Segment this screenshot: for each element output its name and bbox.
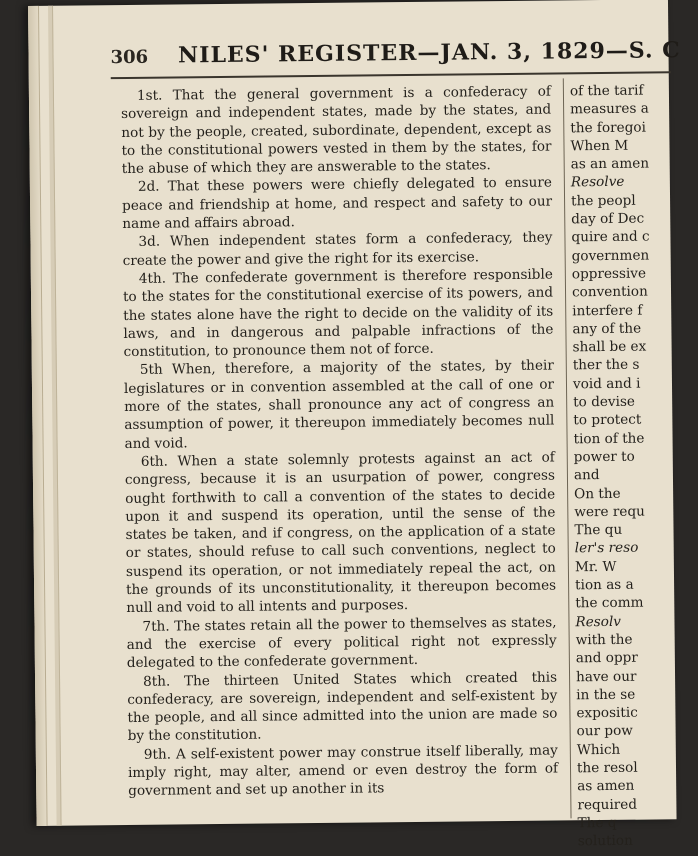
paragraph-5th: 5th When, therefore, a majority of the states, by their legislatures or in convention assembled at the call of one or more of the states, shall pronounce any act of congress an assumption of power, it thereupon immediately becomes null and void. [123,357,555,452]
right-line: tion as a [575,576,634,594]
paragraph-7th: 7th. The states retain all the power to themselves as states, and the exercise of every political right not expressly delegated to the confederate government. [126,614,557,672]
paragraph-6th: 6th. When a state solemnly protests against an act of congress, because it is an usurpation of power, congress ought forthwith to call a convention of the states to decide upon it and suspend its operation, until the sense of the states be taken, and if congress, on the application of a state or states, should refuse to call such conventions, neglect to suspend its operation, or not immediately repeal the act, on the grounds of its unconstitutionality, it thereupon becomes null and void to all intents and purposes. [124,449,557,617]
right-line: The qu [574,521,623,539]
right-line: expositic [576,704,638,722]
right-line: and oppr [575,649,638,667]
right-line: governmen [571,247,650,264]
right-line: day of Dec [571,210,645,228]
right-line: quire and c [571,228,650,246]
page-fold [48,6,62,826]
right-line: and [573,467,600,484]
right-line: our pow [576,723,633,740]
right-line: of the tarif [569,82,644,100]
right-line: the comm [575,594,644,612]
left-column [121,83,558,801]
right-line: the resol [576,759,638,777]
page-number: 306 [110,46,149,69]
paragraph-1st: 1st. That the general government is a confederacy of sovereign and independent states, made by the states, and not by the people, created, subordinate, dependent, except as to the constitutional powers vested in them by the states, for the abuse of which they are answerable to the states. [121,83,552,178]
right-column [570,81,698,851]
right-line: as an amen [570,155,650,173]
right-line: in the se [576,686,636,704]
page-edge [28,6,48,826]
right-line: ther the s [572,357,640,374]
right-line: On the [574,485,621,502]
right-line: ler's reso [574,540,639,557]
right-line: to devise [573,393,636,411]
right-line: tion of the [573,430,645,447]
right-line: Mr. W [574,558,617,576]
paragraph-4th: 4th. The confederate government is therefore responsible to the states for the constitutional exercise of its powers, and the states alone have the right to decide on the validity of its laws, and in dangerous and palpable infractions of the constitution, to pronounce them not of force. [122,266,554,361]
right-line: When M [570,137,629,155]
right-line: have our [575,668,637,685]
right-line: oppressive [571,265,647,283]
right-line: any of the [572,320,642,338]
right-line: The q [577,814,617,832]
paragraph-3d: 3d. When independent states form a confederacy, they create the power and give the right for its exercise. [122,229,553,269]
masthead: NILES' REGISTER—JAN. 3, 1829—S. C [177,37,681,69]
right-line: solution [577,832,633,850]
right-line: required [577,796,638,813]
right-line: power to [573,448,635,466]
right-line: void and i [572,375,641,393]
right-line: interfere f [572,302,643,319]
paragraph-9th: 9th. A self-existent power may construe itself liberally, may imply right, may alter, amend or even destroy the form of government and set up another in its [127,742,559,800]
right-line: Resolv [575,613,622,630]
header-rule [111,71,671,79]
paragraph-2d: 2d. That these powers were chiefly delegated to ensure peace and friendship at home, and respect and safety to our name and affairs abroad. [122,175,553,233]
right-line: measures a [570,100,649,118]
paragraph-8th: 8th. The thirteen United States which created this confederacy, are sovereign, independent and self-existent by the people, and all since admitted into the union are made so by the constitution. [127,668,558,745]
right-line: were requ [574,503,645,521]
newspaper-page [28,0,681,850]
right-line: shall be ex [572,338,647,356]
right-line: the peopl [570,192,636,210]
right-line: convention [571,283,648,301]
right-line: Resolve [570,174,625,191]
right-line: to protect [573,411,642,429]
right-line: Which [576,741,621,758]
page-header [110,37,681,73]
right-line: the foregoi [570,119,646,136]
right-line: as amen [577,777,635,795]
right-line: with the [575,631,633,649]
